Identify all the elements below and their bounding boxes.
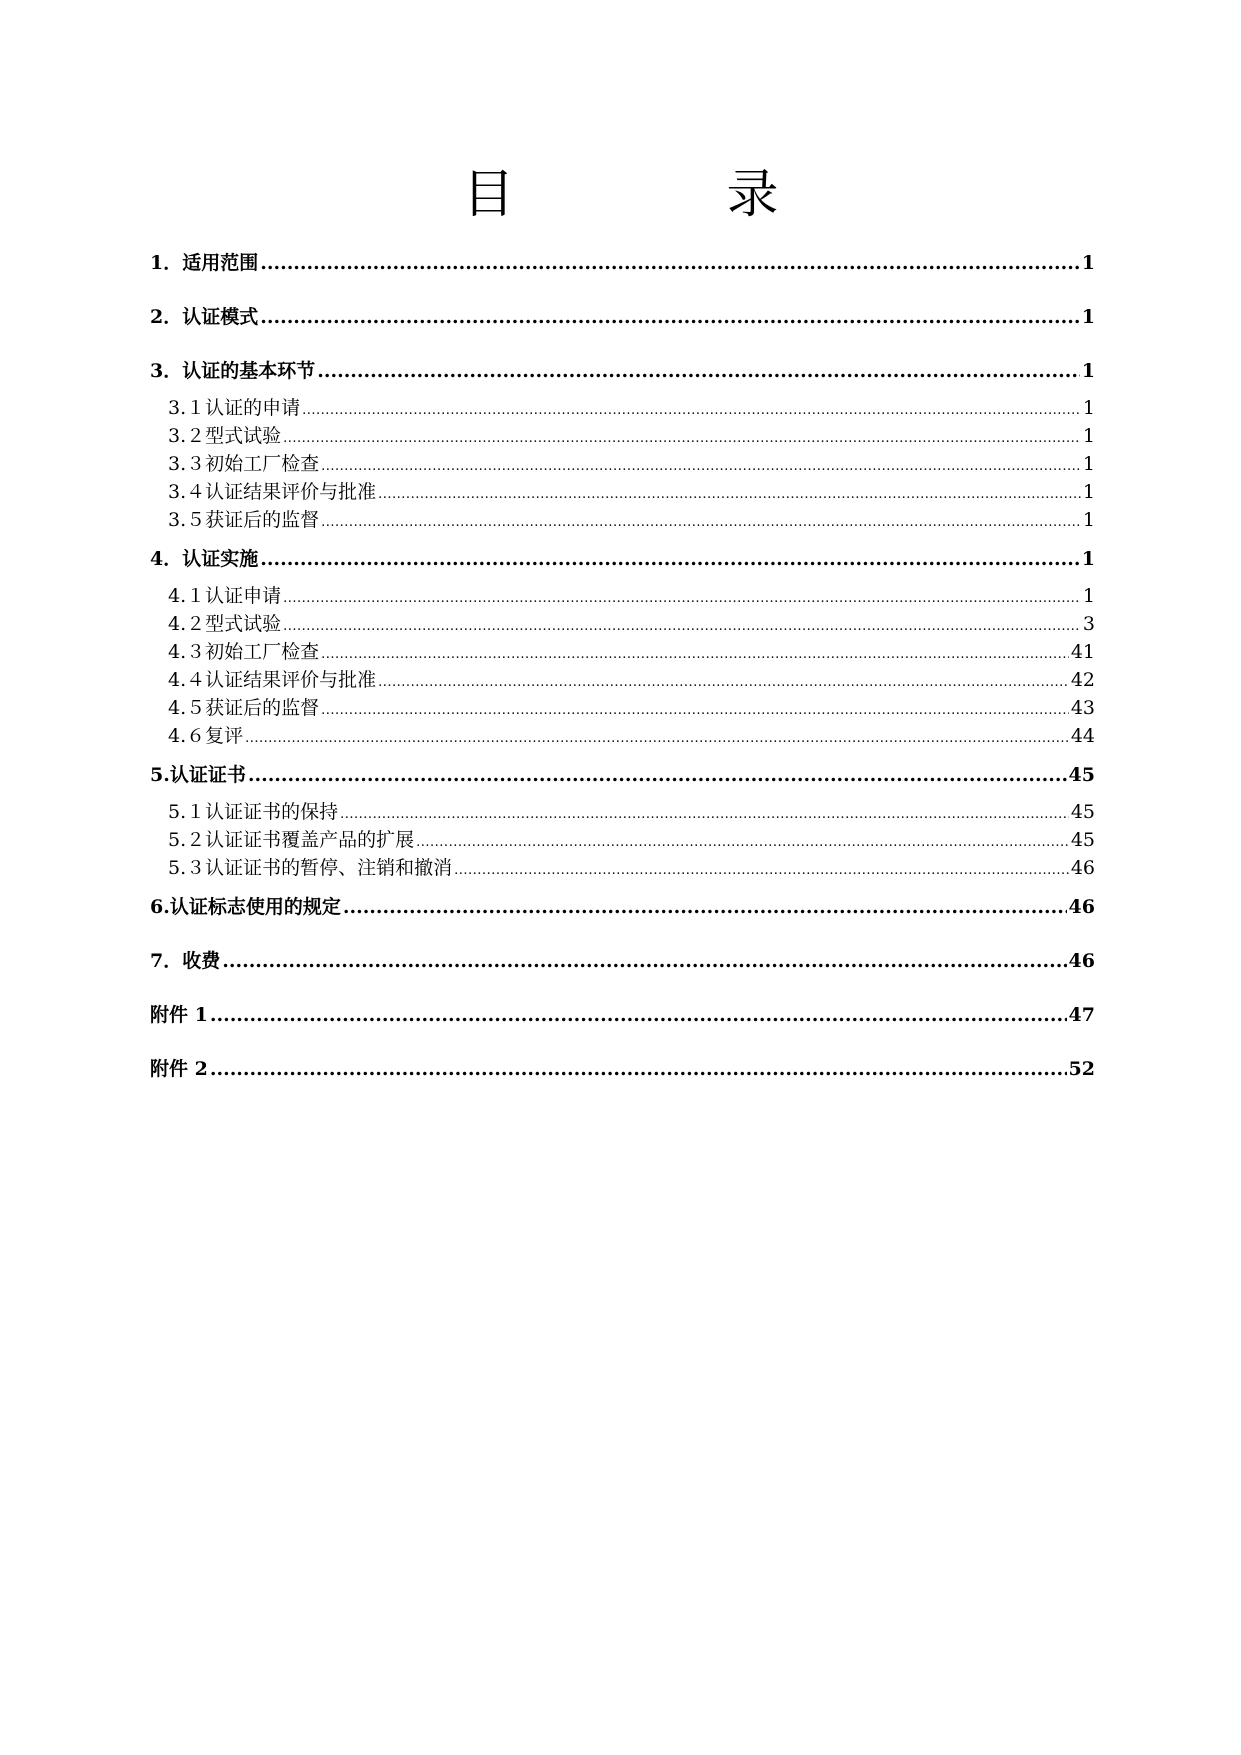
toc-page-number: 1 xyxy=(1081,360,1095,382)
toc-leader xyxy=(378,669,1069,697)
toc-entry-3[interactable] xyxy=(150,356,1095,386)
toc-leader xyxy=(210,1000,1067,1030)
toc-entry-7[interactable] xyxy=(150,946,1095,976)
toc-subentry-label: 3.３初始工厂检查 xyxy=(168,453,320,475)
toc-subentry-4-3[interactable] xyxy=(150,638,1095,666)
toc-entry-label: 1．适用范围 xyxy=(150,252,259,274)
toc-entry-label: 2．认证模式 xyxy=(150,306,259,328)
toc-subentry-5-2[interactable] xyxy=(150,826,1095,854)
toc-entry-label: 附件 1 xyxy=(150,1004,208,1026)
toc-page-number: 1 xyxy=(1081,548,1095,570)
toc-subentry-label: 4.１认证申请 xyxy=(168,585,282,607)
toc-leader xyxy=(454,857,1069,885)
toc-leader xyxy=(283,585,1081,613)
toc-entry-6[interactable] xyxy=(150,892,1095,922)
toc-leader xyxy=(416,829,1069,857)
toc-subsection-group-3 xyxy=(150,394,1095,534)
toc-page-number: 47 xyxy=(1068,1004,1095,1026)
toc-subentry-3-3[interactable] xyxy=(150,450,1095,478)
toc-subentry-4-1[interactable] xyxy=(150,582,1095,610)
toc-subentry-4-5[interactable] xyxy=(150,694,1095,722)
toc-leader xyxy=(321,509,1081,537)
toc-subentry-5-1[interactable] xyxy=(150,798,1095,826)
toc-subentry-label: 4.３初始工厂检查 xyxy=(168,641,320,663)
toc-subentry-3-2[interactable] xyxy=(150,422,1095,450)
toc-entry-label: 6.认证标志使用的规定 xyxy=(150,896,341,918)
toc-page-number: 45 xyxy=(1068,764,1095,786)
toc-entry-label: 3．认证的基本环节 xyxy=(150,360,316,382)
toc-entry-appendix-2[interactable] xyxy=(150,1054,1095,1084)
toc-leader xyxy=(343,892,1067,922)
toc-subentry-4-2[interactable] xyxy=(150,610,1095,638)
toc-page-number: 52 xyxy=(1068,1058,1095,1080)
toc-subentry-4-6[interactable] xyxy=(150,722,1095,750)
toc-entry-5[interactable] xyxy=(150,760,1095,790)
toc-entry-label: 4．认证实施 xyxy=(150,548,259,570)
toc-subentry-3-4[interactable] xyxy=(150,478,1095,506)
toc-page-number: 46 xyxy=(1070,857,1095,879)
toc-page-number: 45 xyxy=(1070,829,1095,851)
toc-page-number: 1 xyxy=(1082,585,1095,607)
toc-page-number: 1 xyxy=(1082,481,1095,503)
toc-page-number: 43 xyxy=(1070,697,1095,719)
toc-subsection-group-4 xyxy=(150,582,1095,750)
toc-leader xyxy=(260,302,1080,332)
toc-entry-4[interactable] xyxy=(150,544,1095,574)
toc-subentry-label: 5.２认证证书覆盖产品的扩展 xyxy=(168,829,415,851)
toc-subentry-5-3[interactable] xyxy=(150,854,1095,882)
toc-page-number: 1 xyxy=(1082,397,1095,419)
toc-leader xyxy=(321,641,1069,669)
toc-entry-label: 7．收费 xyxy=(150,950,221,972)
toc-subentry-label: 3.５获证后的监督 xyxy=(168,509,320,531)
toc-leader xyxy=(222,946,1066,976)
toc-subsection-group-5 xyxy=(150,798,1095,882)
toc-leader xyxy=(321,453,1081,481)
toc-subentry-label: 5.１认证证书的保持 xyxy=(168,801,339,823)
toc-entry-label: 附件 2 xyxy=(150,1058,208,1080)
toc-subentry-3-1[interactable] xyxy=(150,394,1095,422)
toc-subentry-label: 4.２型式试验 xyxy=(168,613,282,635)
toc-leader xyxy=(283,613,1081,641)
toc-leader xyxy=(245,725,1069,753)
toc-leader xyxy=(317,356,1080,386)
toc-subentry-label: 4.４认证结果评价与批准 xyxy=(168,669,377,691)
toc-entry-1[interactable] xyxy=(150,248,1095,278)
toc-subentry-label: 3.２型式试验 xyxy=(168,425,282,447)
toc-leader xyxy=(210,1054,1067,1084)
toc-subentry-3-5[interactable] xyxy=(150,506,1095,534)
toc-page-number: 1 xyxy=(1082,509,1095,531)
toc-subentry-4-4[interactable] xyxy=(150,666,1095,694)
toc-page-number: 44 xyxy=(1070,725,1095,747)
toc-page-number: 1 xyxy=(1082,453,1095,475)
toc-page-number: 46 xyxy=(1068,950,1095,972)
toc-leader xyxy=(378,481,1081,509)
toc-leader xyxy=(248,760,1067,790)
toc-leader xyxy=(302,397,1081,425)
toc-subentry-label: 5.３认证证书的暂停、注销和撤消 xyxy=(168,857,453,879)
toc-subentry-label: 4.５获证后的监督 xyxy=(168,697,320,719)
toc-title: 目 录 xyxy=(462,165,859,225)
toc-subentry-label: 3.１认证的申请 xyxy=(168,397,301,419)
table-of-contents xyxy=(150,248,1095,1108)
toc-entry-label: 5.认证证书 xyxy=(150,764,246,786)
toc-page-number: 1 xyxy=(1082,425,1095,447)
toc-page-number: 46 xyxy=(1068,896,1095,918)
toc-leader xyxy=(340,801,1069,829)
toc-leader xyxy=(260,248,1080,278)
toc-page-number: 41 xyxy=(1070,641,1095,663)
toc-page-number: 1 xyxy=(1081,252,1095,274)
toc-page-number: 3 xyxy=(1082,613,1095,635)
toc-leader xyxy=(260,544,1080,574)
toc-leader xyxy=(321,697,1069,725)
toc-subentry-label: 3.４认证结果评价与批准 xyxy=(168,481,377,503)
toc-entry-appendix-1[interactable] xyxy=(150,1000,1095,1030)
toc-leader xyxy=(283,425,1081,453)
toc-subentry-label: 4.６复评 xyxy=(168,725,244,747)
toc-entry-2[interactable] xyxy=(150,302,1095,332)
toc-page-number: 42 xyxy=(1070,669,1095,691)
toc-page-number: 1 xyxy=(1081,306,1095,328)
toc-page-number: 45 xyxy=(1070,801,1095,823)
